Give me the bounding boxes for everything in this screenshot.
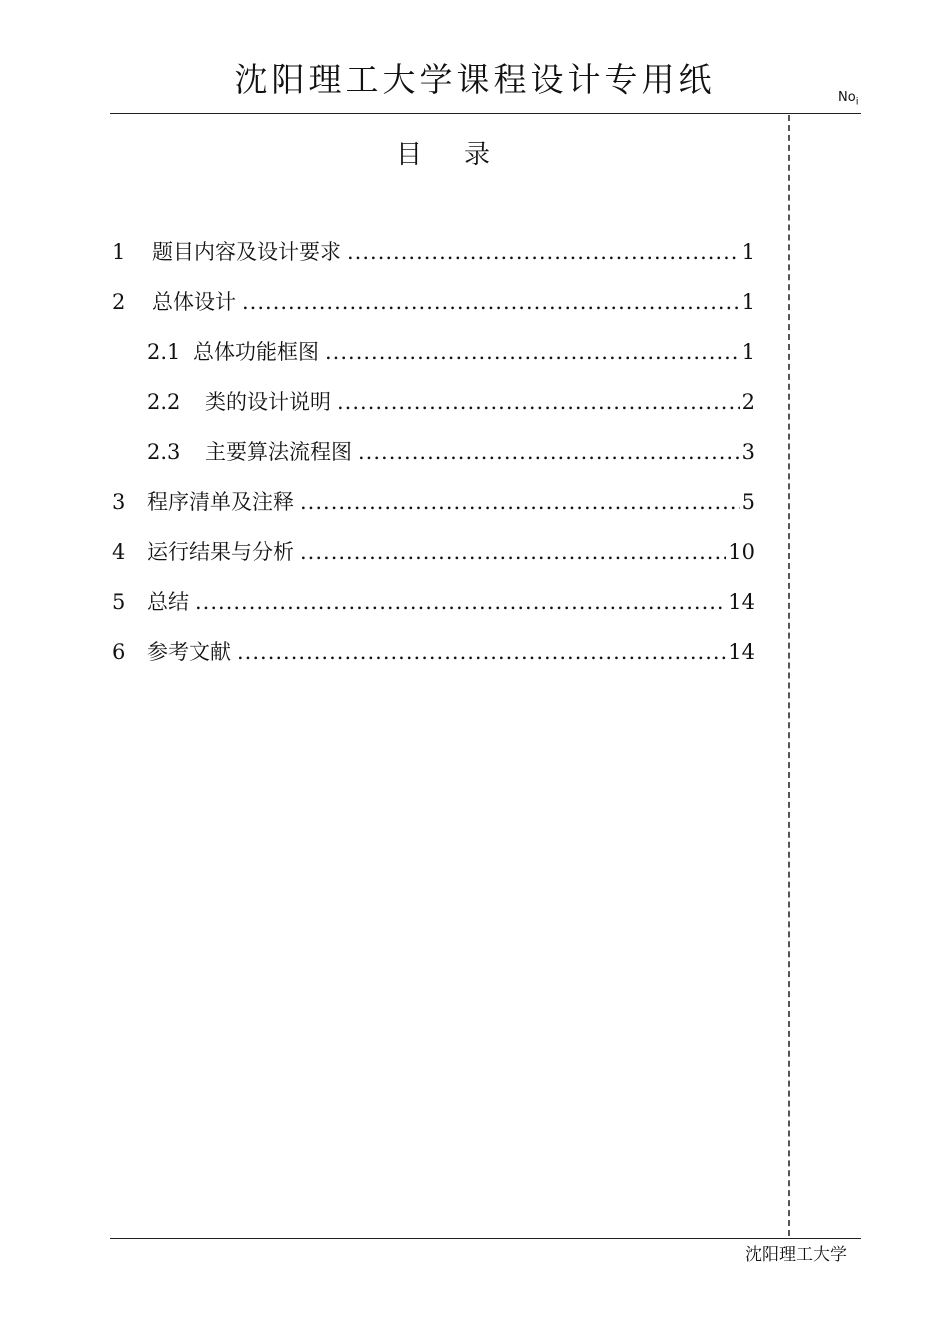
- toc-entry[interactable]: [147, 386, 755, 418]
- toc-entry[interactable]: [112, 536, 755, 568]
- toc-leader-dots: [237, 636, 726, 668]
- toc-entry-text: 主要算法流程图: [205, 440, 352, 464]
- toc-entry-number: 3: [112, 490, 126, 514]
- toc-title-second: 录: [464, 140, 491, 170]
- toc-entry[interactable]: [112, 236, 755, 268]
- toc-title-first: 目: [396, 140, 423, 170]
- toc-entry-page: 1: [741, 290, 755, 314]
- toc-entry-text: 题目内容及设计要求: [152, 240, 341, 264]
- toc-entry-page: 14: [728, 640, 755, 664]
- toc-entry-text: 总结: [147, 590, 189, 614]
- toc-entry-page: 1: [741, 340, 755, 364]
- sheet-number: [838, 90, 858, 108]
- toc-entry-text: 类的设计说明: [205, 390, 331, 414]
- footer-university-name: 沈阳理工大学: [745, 1245, 847, 1265]
- toc-entry[interactable]: [147, 436, 755, 468]
- toc-leader-dots: [195, 586, 726, 618]
- toc-entry-number: 6: [112, 640, 126, 664]
- toc-entry[interactable]: [112, 486, 755, 518]
- toc-leader-dots: [300, 486, 740, 518]
- sheet-number-sub: i: [855, 96, 859, 108]
- toc-entry-page: 2: [741, 390, 755, 414]
- toc-entry-text: 程序清单及注释: [147, 490, 294, 514]
- toc-entry-text: 总体设计: [152, 290, 236, 314]
- toc-entry-text: 总体功能框图: [193, 340, 319, 364]
- toc-entry[interactable]: [112, 586, 755, 618]
- footer-rule: [110, 1238, 861, 1239]
- toc-leader-dots: [337, 386, 740, 418]
- toc-leader-dots: [358, 436, 740, 468]
- toc-entry-page: 14: [728, 590, 755, 614]
- toc-entry-number: 4: [112, 540, 126, 564]
- toc-entry[interactable]: [112, 286, 755, 318]
- toc-leader-dots: [347, 236, 740, 268]
- toc-entry-number: 2.2: [147, 390, 181, 414]
- toc-entry-page: 1: [741, 240, 755, 264]
- toc-entry-page: 3: [741, 440, 755, 464]
- toc-leader-dots: [325, 336, 740, 368]
- toc-title: [396, 134, 490, 171]
- toc-entry[interactable]: [147, 336, 755, 368]
- toc-leader-dots: [242, 286, 740, 318]
- toc-entry-number: 2.1: [147, 340, 181, 364]
- toc-entry[interactable]: [112, 636, 755, 668]
- toc-entry-number: 2.3: [147, 440, 181, 464]
- toc-leader-dots: [300, 536, 726, 568]
- sheet-title: 沈阳理工大学课程设计专用纸: [234, 60, 716, 99]
- toc-entry-text: 运行结果与分析: [147, 540, 294, 564]
- binding-margin-line: [788, 115, 790, 1236]
- header-rule: [110, 113, 861, 114]
- toc-entry-number: 1: [112, 240, 126, 264]
- toc-entry-page: 5: [741, 490, 755, 514]
- toc-entry-text: 参考文献: [147, 640, 231, 664]
- toc-entry-page: 10: [728, 540, 755, 564]
- toc-entry-number: 5: [112, 590, 126, 614]
- toc-entry-number: 2: [112, 290, 126, 314]
- sheet-number-label: No: [838, 90, 856, 105]
